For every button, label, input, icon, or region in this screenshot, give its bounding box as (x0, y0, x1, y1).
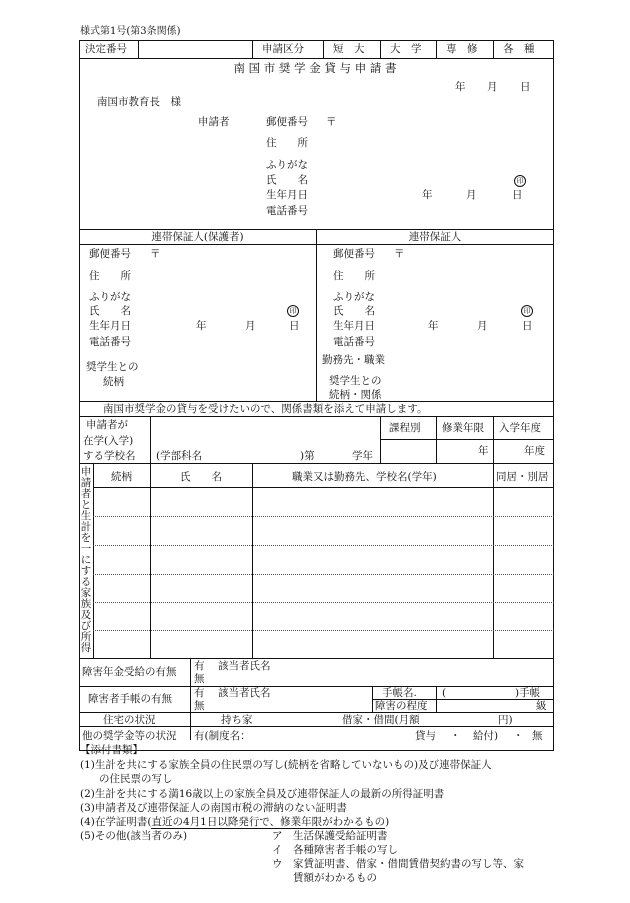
family-side-char: 族 (80, 598, 92, 610)
category-miscellaneous[interactable]: 各 種 (503, 43, 535, 55)
category-vocational[interactable]: 専 修 (446, 43, 478, 55)
attachment-item-4: (4)在学証明書(直近の4月1日以降発行で、修業年限がわかるもの) (80, 816, 390, 828)
category-junior-college[interactable]: 短 大 (333, 43, 365, 55)
category-university[interactable]: 大 学 (390, 43, 422, 55)
applicant-seal-mark: 印 (514, 175, 526, 187)
addressee: 南国市教育長 様 (97, 96, 181, 108)
decision-number-label: 決定番号 (85, 43, 127, 55)
application-form-page: 様式第1号(第3条関係) 決定番号 申請区分 短 大 大 学 専 修 各 種 南 国 市 奨 学 金 貸 与 申 請 書 年 月 日 南国市教育長 様 申請者 郵便番号 〒 住 所 ふりがな 氏 名 印 生年月日 年 月 日 電話番号 連帯保証人(保護者) 連帯保証人 郵便番号 〒 住 所 ふりがな 氏 名 印 生年月日 年 月 日 電話番号 奨学生との 続柄 郵便番号 〒 住 所 ふりがな 氏 名 印 生年月日 年 月 日 電話番号 勤務先・職業 奨学生との 続柄・関係 南国市奨学金の貸与を受けたいので、関係書類を添えて申請します。 申請者が 在学(入学) する学校名 (学部科名 )第 学年 課程別 修業年限 年 入学年度 年度 申 請 者 と 生 計 を 一 に す る 家 族 及 び 所 得 続柄 氏 名 職業又は勤務先、学校名(学年) 同居・別居 障害年金受給の有無 有 該当者氏名 無 障害者手帳の有無 有 該当者氏名 無 手帳名. ( )手帳 障害の程度 級 住宅の状況 持ち家 借家・借間(月額 円) 他の奨学金等の状況 有(制度名： 貸与 ・ 給付) ・ 無 【添付書類】 (1)生計を共にする家族全員の住民票の写し(続柄を省略していないもの)及び連帯保証人 の住民票の写し (2)生計を共にする満16歳以上の家族全員及び連帯保証人の最新の所得証明書 (3)申請者及び連帯保証人の南国市税の滞納のない証明書 (4)在学証明書(直近の4月1日以降発行で、修業年限がわかるもの) (5)その他(該当者のみ) ア 生活保護受給証明書 イ 各種障害者手帳の写し ウ 家賃証明書、借家・借間賃借契約書の写し等、家 賃額がわかるもの (0, 0, 630, 903)
family-side-char: 請 (80, 477, 92, 489)
attachments-heading: 【添付書類】 (80, 744, 143, 756)
family-side-char: 及 (80, 609, 92, 621)
family-side-char: 生 (80, 510, 92, 522)
family-side-char: 一 (80, 543, 92, 555)
family-side-char: す (80, 565, 92, 577)
guarantor-heading: 連帯保証人 (408, 231, 462, 243)
form-number: 様式第1号(第3条関係) (80, 26, 181, 37)
family-side-char: 者 (80, 488, 92, 500)
guarantor-parent-heading: 連帯保証人(保護者) (151, 231, 244, 243)
application-statement: 南国市奨学金の貸与を受けたいので、関係書類を添えて申請します。 (103, 403, 428, 415)
other-scholarship-label: 他の奨学金等の状況 (82, 730, 177, 742)
disability-pension-label: 障害年金受給の有無 (82, 666, 177, 678)
disability-book-label: 障害者手帳の有無 (88, 693, 172, 705)
family-side-char: を (80, 532, 92, 544)
guarantor-parent-seal-mark: 印 (287, 305, 299, 317)
family-side-char: 申 (80, 466, 92, 478)
application-category-label: 申請区分 (262, 43, 304, 55)
family-side-char: 家 (80, 587, 92, 599)
family-side-char: 計 (80, 521, 92, 533)
family-side-char: 所 (80, 631, 92, 643)
form-title: 南 国 市 奨 学 金 貸 与 申 請 書 (233, 61, 397, 75)
family-side-char: る (80, 576, 92, 588)
family-side-char: び (80, 620, 92, 632)
applicant-label: 申請者 (198, 116, 230, 128)
housing-label: 住宅の状況 (103, 714, 156, 726)
guarantor-seal-mark: 印 (521, 305, 533, 317)
family-side-char: と (80, 499, 92, 511)
faculty-field[interactable]: (学部科名 (156, 450, 203, 462)
family-side-char: 得 (80, 642, 92, 654)
family-side-char: に (80, 554, 92, 566)
